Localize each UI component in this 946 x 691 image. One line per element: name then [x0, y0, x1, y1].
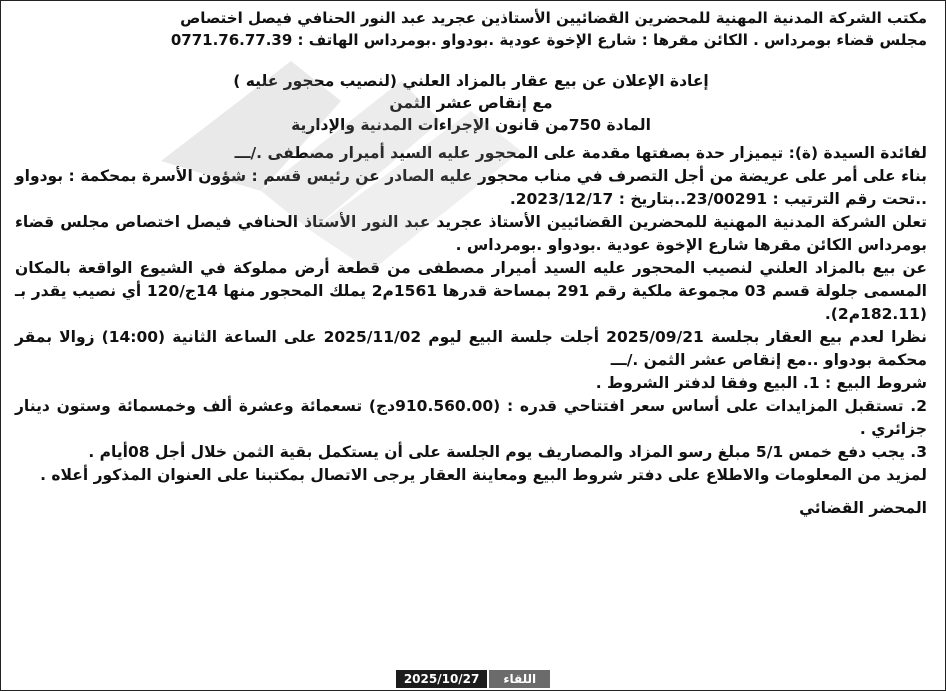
property-paragraph: عن بيع بالمزاد العلني لنصيب المحجور عليه السيد أميرار مصطفى من قطعة أرض مملوكة في الشيوع الواقعة بالمكان المسمى جلولة قسم 03 مجموعة ملكية رقم 291 بمساحة قدرها 1561م2 يملك المحجور منها 14ج/120 أي نصيب يقدر بـ (182.11م2). [15, 259, 927, 323]
publication-date: 2025/10/27 [396, 670, 488, 688]
session-paragraph: نظرا لعدم بيع العقار بجلسة 2025/09/21 أجلت جلسة البيع ليوم 2025/11/02 على الساعة الثانية (14:00) زوالا بمقر محكمة بودواو ..مع إنقاص عشر الثمن ./ـــ [15, 328, 927, 369]
court-order-paragraph: بناء على أمر على عريضة من أجل التصرف في مناب محجور عليه الصادر عن رئيس قسم : شؤون الأسرة بمحكمة : بودواو ..تحت رقم الترتيب : 23/00291..بتاريخ : 2023/12/17. [15, 167, 927, 208]
sale-condition-1: شروط البيع : 1. البيع وفقا لدفتر الشروط . [595, 374, 927, 392]
beneficiary-paragraph: لفائدة السيدة (ة): تيميزار حدة بصفتها مقدمة على المحجور عليه السيد أميرار مصطفى ./ـــ [234, 144, 927, 162]
notice-title: إعادة الإعلان عن بيع عقار بالمزاد العلني (لنصيب محجور عليه ) [233, 72, 709, 90]
contact-paragraph: لمزيد من المعلومات والاطلاع على دفتر شروط البيع ومعاينة العقار يرجى الاتصال بمكتبنا على العنوان المذكور أعلاه . [40, 466, 927, 484]
notice-subtitle: مع إنقاص عشر الثمن [389, 94, 553, 112]
signature: المحضر القضائي [799, 499, 927, 517]
sale-condition-3: 3. يجب دفع خمس 5/1 مبلغ رسو المزاد والمصاريف يوم الجلسة على أن يستكمل بقية الثمن خلال أجل 08أيام . [88, 443, 927, 461]
publication-footer [1, 670, 945, 688]
office-header-line-2: مجلس قضاء بومرداس . الكائن مقرها : شارع الإخوة عودية .بودواو .بومرداس الهاتف : 0771.76.77.39 [170, 31, 927, 49]
newspaper-name: اللقاء [489, 670, 550, 688]
notice-legal-article: المادة 750من قانون الإجراءات المدنية والإدارية [291, 116, 651, 134]
announcer-paragraph: تعلن الشركة المدنية المهنية للمحضرين القضائيين الأستاذ عجريد عبد النور الأستاذ الحنافي فيصل اختصاص مجلس قضاء بومرداس الكائن مقرها شارع الإخوة عودية .بودواو .بومرداس . [15, 213, 927, 254]
office-header-line-1: مكتب الشركة المدنية المهنية للمحضرين القضائيين الأستاذين عجريد عبد النور الحنافي فيصل اختصاص [180, 9, 927, 27]
sale-condition-2: 2. تستقبل المزايدات على أساس سعر افتتاحي قدره : (910.560.00دج) تسعمائة وعشرة ألف وخمسمائة وستون دينار جزائري . [15, 397, 927, 438]
